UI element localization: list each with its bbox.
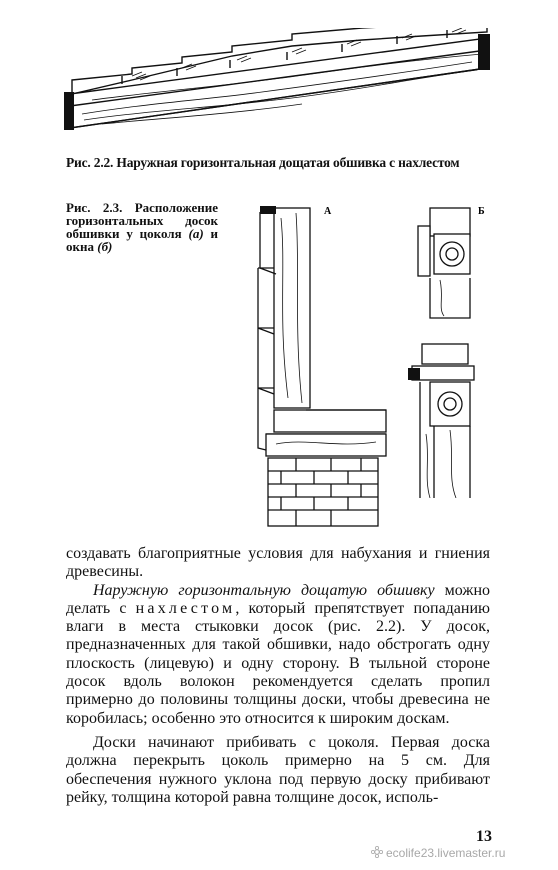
- body-text: [66, 545, 490, 807]
- caption-label-b: (б): [97, 239, 113, 254]
- paragraph-3: Доски начинают прибивать с цоколя. Первая доска должна перекрыть цоколь примерно на 5 см. Для обеспечения нужного уклона под первую доску прибивают рейку, толщина которой равна толщине досок, исполь-: [66, 733, 490, 806]
- paragraph-1: создавать благоприятные условия для набухания и гниения древесины.: [66, 545, 490, 581]
- paragraph-2-part-a: можно делать с: [66, 581, 490, 617]
- label-b: Б: [478, 206, 485, 217]
- paragraph-2-part-b: , который препятствует попаданию влаги в места стыковки досок (рис. 2.2). У досок, предназначенных для такой обшивки, надо обстрогать одну плоскость (лицевую) и одну сторону. В тыльной стороне досок вдоль волокон рекомендуется сделать пропил примерно до половины толщины доски, чтобы древесина не коробилась; особенно это относится к широким доскам.: [66, 599, 490, 727]
- figure-2-3-caption: [66, 201, 218, 253]
- page-number: 13: [476, 828, 492, 845]
- figure-2-2-drawing: [62, 28, 492, 140]
- caption-text: Рис. 2.3. Расположение горизонтальных досок обшивки у цоколя: [66, 200, 218, 241]
- label-a: А: [324, 206, 332, 217]
- paragraph-2-italic: Наружную горизонтальную дощатую обшивку: [93, 581, 435, 599]
- watermark: ecolife23.livemaster.ru: [386, 846, 506, 860]
- paragraph-2-spaced: нахлестом: [135, 599, 236, 617]
- figure-2-3b-drawing: [400, 198, 490, 498]
- paragraph-2: [66, 582, 490, 728]
- caption-label-a: (а): [188, 226, 204, 241]
- caption-text-mid: и окна: [66, 226, 218, 254]
- watermark-flower-icon: [371, 846, 383, 858]
- figure-2-2-caption: Рис. 2.2. Наружная горизонтальная дощатая обшивка с нахлестом: [66, 155, 460, 170]
- figure-2-3a-drawing: [236, 198, 396, 528]
